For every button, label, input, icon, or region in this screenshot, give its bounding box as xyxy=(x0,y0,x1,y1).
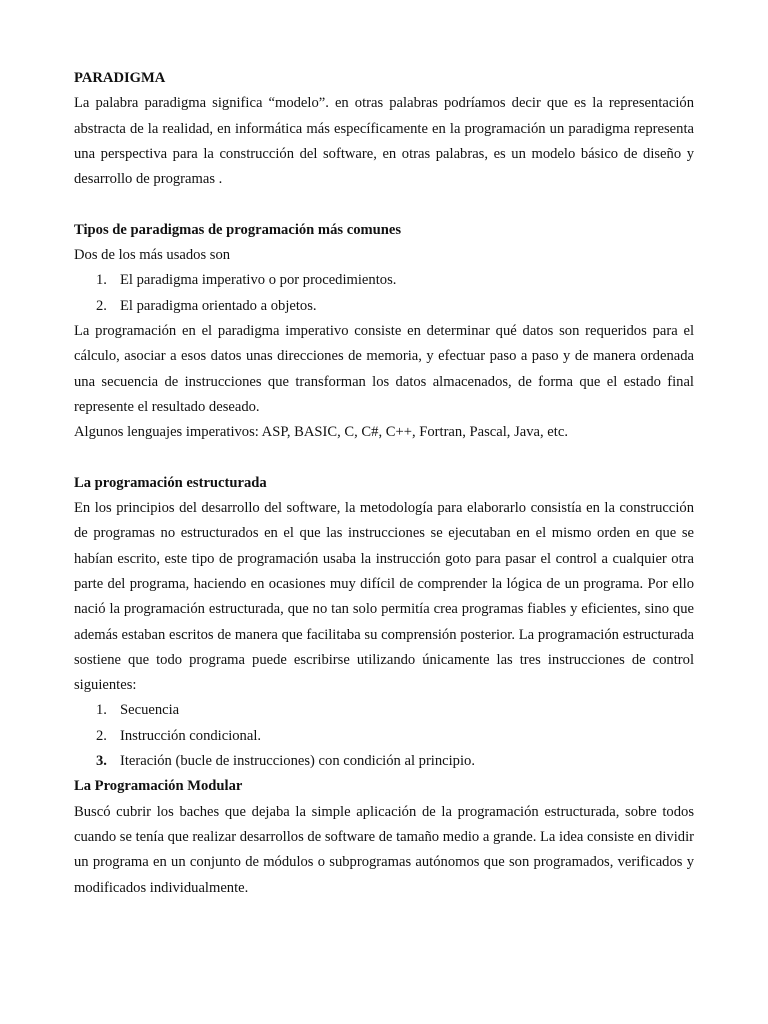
list-number: 2. xyxy=(96,727,107,744)
heading-programacion-estructurada: La programación estructurada xyxy=(74,474,267,491)
paragraph-estructurada: En los principios del desarrollo del software, la metodología para elaborarlo consistía en la construcción de programas no estructurados en el que las instrucciones se ejecutaban en el mismo orden en que se habían escrito, este tipo de programación usaba la instrucción goto para pasar el control a cualquier otra parte del programa, haciendo en ocasiones muy difícil de comprender la lógica de un programa. Por ello nació la programación estructurada, que no tan solo permitía crea programas fiables y eficientes, sino que además estaban escritos de manera que facilitaba su comprensión posterior. La programación estructurada sostiene que todo programa puede escribirse utilizando únicamente las tres instrucciones de control siguientes: xyxy=(74,500,694,694)
list-number: 1. xyxy=(96,702,107,719)
list-item-text: Iteración (bucle de instrucciones) con condición al principio. xyxy=(120,753,475,770)
list-instrucciones-control xyxy=(74,698,694,774)
paragraph-modular: Buscó cubrir los baches que dejaba la simple aplicación de la programación estructurada, sobre todos cuando se tenía que realizar desarrollos de software de tamaño medio a grande. La idea consiste en dividir un programa en un conjunto de módulos o subprogramas autónomos que son programados, verificados y modificados individualmente. xyxy=(74,803,694,896)
list-number: 3. xyxy=(96,753,107,770)
heading-programacion-modular: La Programación Modular xyxy=(74,778,243,795)
list-item xyxy=(74,268,694,293)
spacer xyxy=(74,192,694,217)
heading-tipos-paradigmas: Tipos de paradigmas de programación más comunes xyxy=(74,221,402,238)
heading-paradigma: PARADIGMA xyxy=(74,70,166,86)
paragraph-intro: Dos de los más usados son xyxy=(74,247,231,264)
document-page xyxy=(74,66,694,901)
list-item-text: Instrucción condicional. xyxy=(120,727,262,744)
list-item xyxy=(74,749,694,774)
list-number: 1. xyxy=(96,272,107,289)
paragraph-imperativo: La programación en el paradigma imperativo consiste en determinar qué datos son requeridos para el cálculo, asociar a esos datos unas direcciones de memoria, y efectuar paso a paso y de manera ordenada una secuencia de instrucciones que transforman los datos almacenados, de forma que el estado final represente el resultado deseado. xyxy=(74,322,694,415)
list-item-text: Secuencia xyxy=(120,702,180,719)
list-number: 2. xyxy=(96,297,107,314)
list-item xyxy=(74,698,694,723)
list-paradigmas xyxy=(74,268,694,319)
spacer xyxy=(74,445,694,470)
list-item-text: El paradigma orientado a objetos. xyxy=(120,297,317,314)
paragraph-lenguajes: Algunos lenguajes imperativos: ASP, BASIC, C, C#, C++, Fortran, Pascal, Java, etc. xyxy=(74,424,568,441)
list-item xyxy=(74,724,694,749)
list-item-text: El paradigma imperativo o por procedimientos. xyxy=(120,272,397,289)
paragraph-paradigma: La palabra paradigma significa “modelo”. en otras palabras podríamos decir que es la representación abstracta de la realidad, en informática más específicamente en la programación un paradigma representa una perspectiva para la construcción del software, en otras palabras, es un modelo básico de diseño y desarrollo de programas . xyxy=(74,95,694,188)
list-item xyxy=(74,294,694,319)
